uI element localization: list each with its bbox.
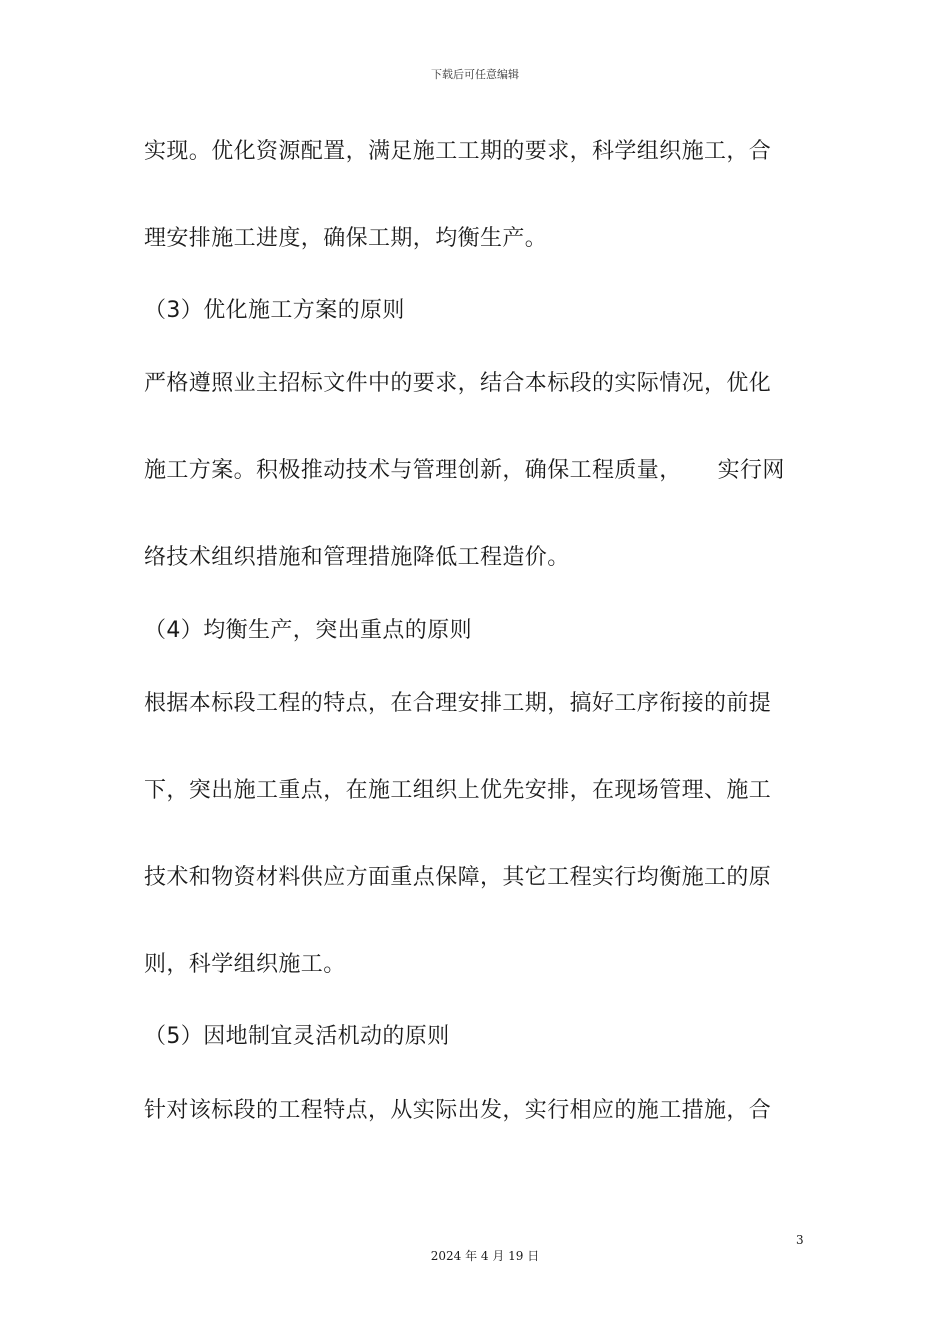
section-heading-4: （4）均衡生产，突出重点的原则 — [144, 618, 472, 643]
body-line-5: 络技术组织措施和管理措施降低工程造价。 — [144, 545, 570, 570]
section-heading-3: （3）优化施工方案的原则 — [144, 298, 405, 323]
body-line-4-part-2: 实行网 — [717, 458, 785, 483]
body-line-7: 下，突出施工重点，在施工组织上优先安排，在现场管理、施工 — [144, 778, 772, 803]
body-line-10: 针对该标段的工程特点，从实际出发，实行相应的施工措施，合 — [144, 1098, 772, 1123]
body-line-1: 实现。优化资源配置，满足施工工期的要求，科学组织施工，合 — [144, 139, 772, 164]
section-heading-5: （5）因地制宜灵活机动的原则 — [144, 1024, 450, 1049]
body-line-4-part-1: 施工方案。积极推动技术与管理创新，确保工程质量， — [144, 458, 682, 483]
body-line-8: 技术和物资材料供应方面重点保障，其它工程实行均衡施工的原 — [144, 865, 772, 890]
page-number: 3 — [796, 1233, 804, 1247]
body-line-6: 根据本标段工程的特点，在合理安排工期，搞好工序衔接的前提 — [144, 691, 772, 716]
body-line-3: 严格遵照业主招标文件中的要求，结合本标段的实际情况，优化 — [144, 371, 772, 396]
body-line-9: 则，科学组织施工。 — [144, 952, 346, 977]
body-line-2: 理安排施工进度，确保工期，均衡生产。 — [144, 226, 548, 251]
page-header: 下载后可任意编辑 — [431, 68, 519, 81]
body-line-4 — [144, 456, 814, 486]
footer-date: 2024 年 4 月 19 日 — [430, 1249, 540, 1263]
